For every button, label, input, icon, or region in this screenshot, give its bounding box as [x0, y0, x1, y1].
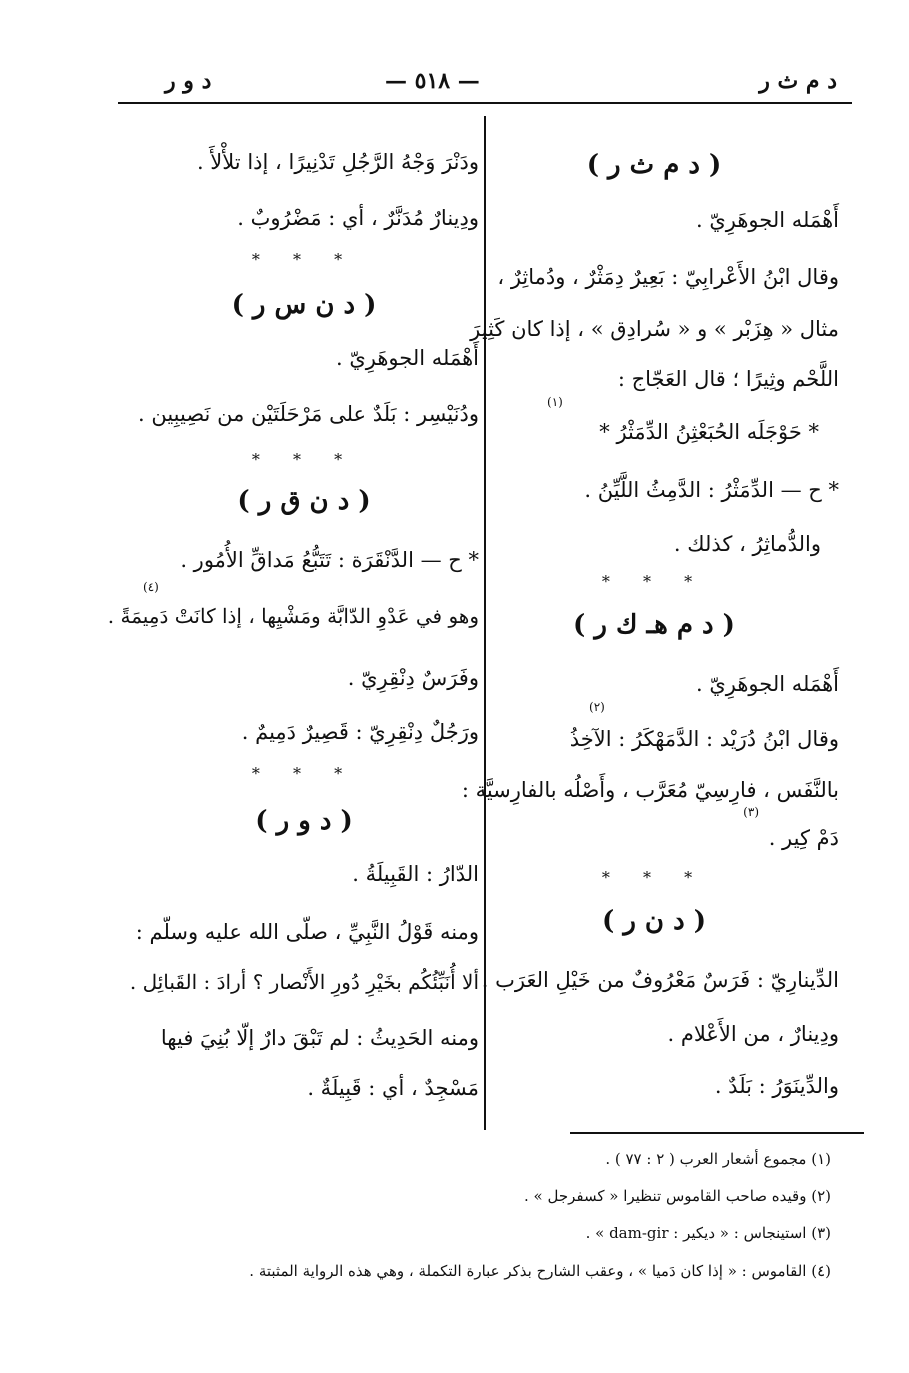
text-line: ومنه قَوْلُ النَّبِيِّ ، صلّى الله عليه وسلّم : — [135, 920, 479, 944]
footnote: (١) مجموع أشعار العرب ( ٢ : ٧٧ ) . — [605, 1150, 831, 1168]
text-line: أَهْمَله الجوهَرِيّ . — [695, 672, 839, 696]
footnote-mark: (٢) — [589, 700, 605, 714]
footnote-mark: (٣) — [743, 805, 759, 819]
text-line: بالنَّفَس ، فارِسِيّ مُعَرَّب ، وأَصْلُه بالفارِسيَّة : — [461, 778, 839, 802]
footnote: (٢) وقيده صاحب القاموس تنظيرا « كسفرجل » . — [523, 1187, 831, 1205]
footnote: (٣) استينجاس : « ديكير : dam-gir » . — [585, 1224, 831, 1242]
text-line: والدُّماثِرُ ، كذلك . — [673, 532, 821, 556]
entry-heading-dnsr: ( د ن س ر ) — [231, 290, 377, 320]
entry-heading-dnqr: ( د ن ق ر ) — [237, 486, 371, 516]
text-line: ورَجُلٌ دِنْقِرِيّ : قَصِيرٌ دَمِيمٌ . — [241, 720, 479, 744]
footnote-mark: (٤) — [143, 580, 159, 594]
text-line: والدِّينَوَرُ : بَلَدٌ . — [714, 1074, 839, 1098]
entry-heading-dwr: ( د و ر ) — [255, 806, 353, 836]
section-separator: * * * — [251, 450, 357, 469]
page-number: — ٥١٨ — — [385, 68, 480, 94]
text-line: اللَّحْم وثِيرًا ؛ قال العَجّاج : — [617, 367, 839, 391]
section-separator: * * * — [251, 250, 357, 269]
right-running-head: د م ث ر — [759, 68, 837, 94]
text-line: وفَرَسٌ دِنْقِرِيّ . — [347, 666, 479, 690]
text-line: الدّارُ : القَبِيلَةُ . — [352, 862, 479, 886]
footnote-rule — [570, 1132, 864, 1134]
text-line: ودِينارٌ مُدَنَّرٌ ، أي : مَضْرُوبٌ . — [237, 206, 479, 230]
text-line: دَمْ كِير . — [768, 826, 839, 850]
entry-heading-dmthr: ( د م ث ر ) — [586, 150, 722, 180]
footnote: (٤) القاموس : « إذا كان دَميا » ، وعقب الشارح بذكر عبارة التكملة ، وهي هذه الرواية المثبتة . — [249, 1262, 831, 1280]
text-line: الدِّينارِيّ : فَرَسٌ مَعْرُوفٌ من خَيْلِ العَرَب . — [481, 968, 839, 992]
left-running-head: د و ر — [165, 68, 212, 94]
text-line: مَسْجِدٌ ، أي : قَبِيلَةٌ . — [307, 1076, 479, 1100]
text-line: ودُنَيْسِر : بَلَدٌ على مَرْحَلَتَيْن من نَصِيبِين . — [138, 402, 479, 426]
text-line: ومنه الحَدِيثُ : لم تَبْقَ دارٌ إلّا بُنِيَ فيها — [160, 1026, 479, 1050]
text-line: * ح — الدَّنْقَرَة : تَتَبُّعُ مَداقِّ الأُمُور . — [180, 548, 479, 572]
text-line: أَهْمَله الجوهَرِيّ . — [695, 208, 839, 232]
text-line: وقال ابْنُ دُرَيْد : الدَّمَهْكَرُ : الآخِذُ — [569, 727, 839, 751]
text-line: ودَنْرَ وَجْهُ الرَّجُلِ تَدْنِيرًا ، إذا تلأْلأَ . — [196, 150, 479, 174]
section-separator: * * * — [601, 572, 707, 591]
text-line: مثال « هِزَبْر » و « سُرادِق » ، إذا كان كَثِيرَ — [470, 317, 839, 341]
section-separator: * * * — [601, 868, 707, 887]
entry-heading-dnr: ( د ن ر ) — [601, 906, 707, 936]
entry-heading-dmhkr: ( د م هـ ك ر ) — [573, 610, 735, 640]
text-line: أَهْمَله الجوهَرِيّ . — [335, 346, 479, 370]
poetry-line: * حَوْجَلَه الحُبَعْثِنُ الدِّمَثْرُ * — [599, 420, 819, 444]
text-line: ودِينارٌ ، من الأَعْلام . — [667, 1022, 839, 1046]
text-line: وهو في عَدْوِ الدّابَّة ومَشْيِها ، إذا كانَتْ دَمِيمَةً . — [107, 604, 479, 628]
text-line: ألا أُنَبِّئُكُم بخَيْرِ دُورِ الأَنْصار ؟ أرادَ : القَبائِل . — [129, 970, 479, 994]
text-line: وقال ابْنُ الأَعْرابِيّ : بَعِيرٌ دِمَثْرٌ ، ودُماثِرٌ ، — [497, 265, 839, 289]
section-separator: * * * — [251, 764, 357, 783]
footnote-mark: (١) — [547, 395, 563, 409]
header-rule — [118, 102, 852, 104]
text-line: * ح — الدِّمَثْرُ : الدَّمِثُ اللَّيِّنُ . — [584, 478, 839, 502]
